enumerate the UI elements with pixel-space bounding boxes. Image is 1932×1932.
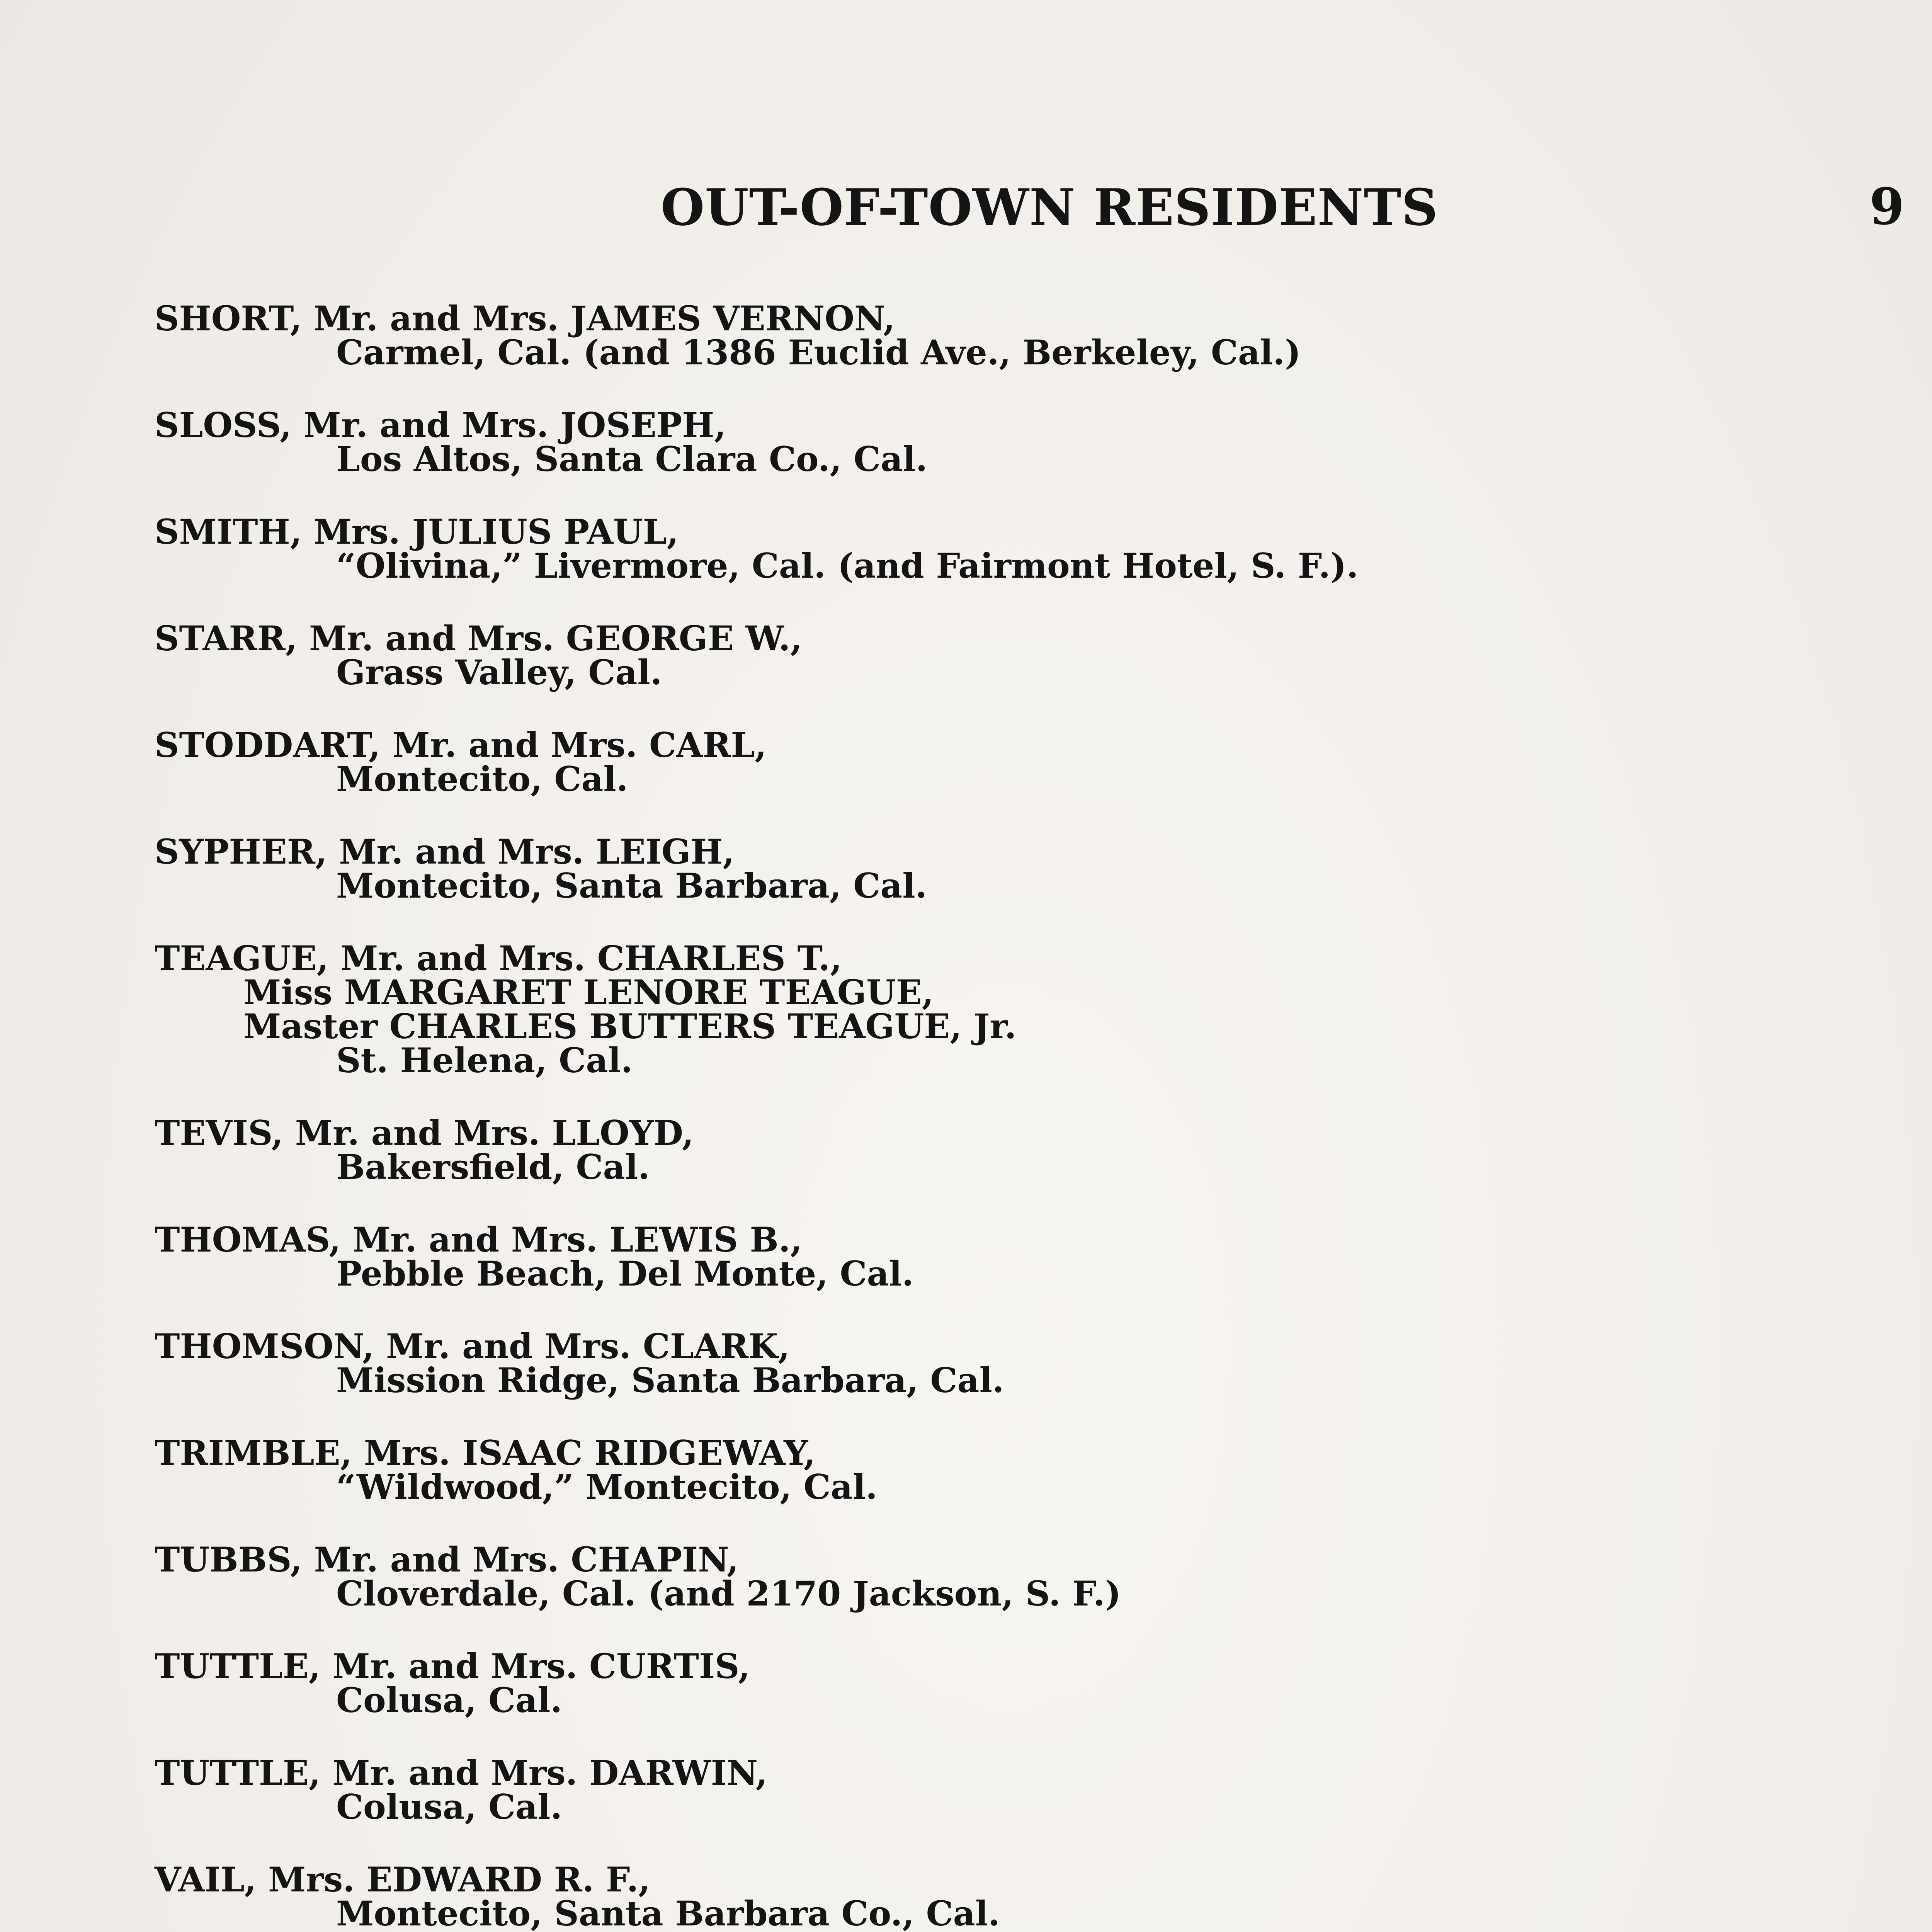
page-number: 9 — [1869, 177, 1905, 236]
resident-entry — [155, 938, 1662, 1080]
resident-address: “Olivina,” Livermore, Cal. (and Fairmont Hotel, S. F.). — [336, 546, 1359, 586]
resident-entry — [155, 405, 1662, 479]
resident-address: Mission Ridge, Santa Barbara, Cal. — [336, 1360, 1004, 1400]
resident-address: Montecito, Santa Barbara Co., Cal. — [336, 1893, 1000, 1932]
family-member: Miss MARGARET LENORE TEAGUE, — [243, 972, 934, 1012]
resident-entry — [155, 1539, 1662, 1614]
resident-name: TUBBS, Mr. and Mrs. CHAPIN, — [155, 1539, 739, 1580]
resident-name: SLOSS, Mr. and Mrs. JOSEPH, — [155, 405, 726, 445]
resident-name: VAIL, Mrs. EDWARD R. F., — [155, 1859, 650, 1900]
resident-name: SMITH, Mrs. JULIUS PAUL, — [155, 512, 679, 552]
resident-name: TEVIS, Mr. and Mrs. LLOYD, — [155, 1113, 694, 1153]
resident-entry — [155, 512, 1662, 586]
resident-address: Colusa, Cal. — [336, 1680, 563, 1720]
resident-entry — [155, 832, 1662, 906]
resident-entry — [155, 1113, 1662, 1187]
resident-address: St. Helena, Cal. — [336, 1040, 633, 1080]
resident-name: THOMAS, Mr. and Mrs. LEWIS B., — [155, 1219, 803, 1260]
resident-address: Montecito, Cal. — [336, 759, 628, 799]
resident-entry — [155, 1219, 1662, 1294]
resident-entry — [155, 1753, 1662, 1827]
resident-name: THOMSON, Mr. and Mrs. CLARK, — [155, 1326, 790, 1366]
resident-entry — [155, 1433, 1662, 1507]
resident-name: STARR, Mr. and Mrs. GEORGE W., — [155, 618, 803, 658]
resident-entry — [155, 1859, 1662, 1932]
page-title: OUT-OF-TOWN RESIDENTS — [661, 178, 1439, 237]
resident-entry — [155, 298, 1662, 372]
resident-name: SYPHER, Mr. and Mrs. LEIGH, — [155, 832, 735, 872]
resident-entry — [155, 618, 1662, 692]
resident-address: Carmel, Cal. (and 1386 Euclid Ave., Berkeley, Cal.) — [336, 332, 1301, 372]
resident-name: STODDART, Mr. and Mrs. CARL, — [155, 725, 767, 765]
resident-address: “Wildwood,” Montecito, Cal. — [336, 1467, 878, 1507]
resident-name: SHORT, Mr. and Mrs. JAMES VERNON, — [155, 298, 895, 338]
resident-name: TUTTLE, Mr. and Mrs. CURTIS, — [155, 1646, 750, 1686]
family-member: Master CHARLES BUTTERS TEAGUE, Jr. — [243, 1006, 1017, 1046]
resident-name: TRIMBLE, Mrs. ISAAC RIDGEWAY, — [155, 1433, 816, 1473]
resident-address: Cloverdale, Cal. (and 2170 Jackson, S. F.) — [336, 1573, 1121, 1614]
resident-address: Grass Valley, Cal. — [336, 652, 662, 692]
resident-entry — [155, 1646, 1662, 1720]
resident-entry — [155, 725, 1662, 799]
resident-address: Pebble Beach, Del Monte, Cal. — [336, 1253, 914, 1294]
resident-name: TEAGUE, Mr. and Mrs. CHARLES T., — [155, 938, 842, 978]
resident-address: Montecito, Santa Barbara, Cal. — [336, 866, 927, 906]
resident-address: Bakersfield, Cal. — [336, 1147, 650, 1187]
resident-entry — [155, 1326, 1662, 1400]
resident-name: TUTTLE, Mr. and Mrs. DARWIN, — [155, 1753, 768, 1793]
resident-list — [155, 298, 1662, 1932]
resident-address: Colusa, Cal. — [336, 1787, 563, 1827]
resident-address: Los Altos, Santa Clara Co., Cal. — [336, 439, 928, 479]
